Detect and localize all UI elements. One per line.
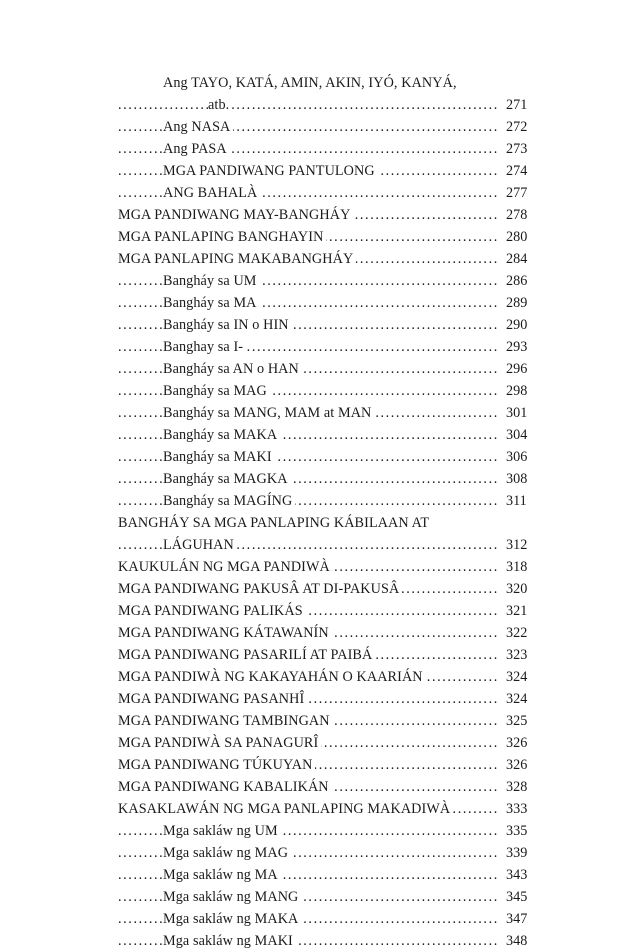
- toc-entry: [0, 864, 638, 886]
- toc-page-number: 277: [506, 185, 528, 201]
- toc-entry-title: Mga sakláw ng MAKA: [163, 908, 301, 930]
- toc-entry-title: MGA PANLAPING BANGHAYIN: [118, 226, 326, 248]
- toc-entry-title: Bangháy sa MANG, MAM at MAN: [163, 402, 374, 424]
- toc-entry-title: Mga sakláw ng MA: [163, 864, 281, 886]
- toc-entry-title: MGA PANDIWANG KABALIKÁN: [118, 776, 332, 798]
- toc-entry: [0, 930, 638, 952]
- toc-page-number: 318: [506, 559, 528, 575]
- toc-entry: [0, 116, 638, 138]
- toc-entry-title: Ang TAYO, KATÁ, AMIN, AKIN, IYÓ, KANYÁ,: [163, 72, 460, 94]
- toc-entry: [0, 908, 638, 930]
- toc-page-number: 293: [506, 339, 528, 355]
- toc-entry: [0, 160, 638, 182]
- toc-entry-title: Bangháy sa IN o HIN: [163, 314, 292, 336]
- toc-entry-title: MGA PANDIWANG KÁTAWANÍN: [118, 622, 332, 644]
- toc-page-number: 323: [506, 647, 528, 663]
- toc-entry: [0, 732, 638, 754]
- toc-page-number: 271: [506, 97, 528, 113]
- toc-entry: [0, 556, 638, 578]
- toc-entry: [0, 270, 638, 292]
- toc-page-number: 301: [506, 405, 528, 421]
- toc-entry-title: MGA PANDIWANG TÚKUYAN: [118, 754, 315, 776]
- toc-entry-title: ANG BAHALÀ: [163, 182, 260, 204]
- toc-entry: [0, 798, 638, 820]
- toc-entry-title: Bangháy sa MAGKA: [163, 468, 291, 490]
- toc-page-number: 328: [506, 779, 528, 795]
- toc-page-number: 326: [506, 735, 528, 751]
- toc-entry-title: Bangháy sa AN o HAN: [163, 358, 302, 380]
- toc-page-number: 272: [506, 119, 528, 135]
- toc-entry: [0, 446, 638, 468]
- toc-entry: [0, 776, 638, 798]
- toc-entry-title: MGA PANDIWANG MAY-BANGHÁY: [118, 204, 353, 226]
- toc-entry-title: MGA PANDIWANG PAKUSÂ AT DI-PAKUSÂ: [118, 578, 402, 600]
- toc-entry: [0, 292, 638, 314]
- toc-page-number: 320: [506, 581, 528, 597]
- toc-page-number: 296: [506, 361, 528, 377]
- toc-entry: [0, 820, 638, 842]
- toc-page-number: 335: [506, 823, 528, 839]
- toc-page-number: 278: [506, 207, 528, 223]
- toc-entry-title: MGA PANDIWANG PASANHÎ: [118, 688, 307, 710]
- toc-entry: [0, 72, 638, 94]
- toc-entry: [0, 402, 638, 424]
- toc-entry: [0, 710, 638, 732]
- toc-page-number: 345: [506, 889, 528, 905]
- toc-entry-title: KAUKULÁN NG MGA PANDIWÀ: [118, 556, 333, 578]
- toc-entry: [0, 248, 638, 270]
- toc-page-number: 348: [506, 933, 528, 949]
- toc-page-number: 311: [506, 493, 527, 509]
- toc-page-number: 289: [506, 295, 528, 311]
- toc-entry: [0, 138, 638, 160]
- toc-entry: [0, 534, 638, 556]
- toc-page-number: 333: [506, 801, 528, 817]
- toc-entry: [0, 490, 638, 512]
- toc-entry: [0, 754, 638, 776]
- toc-entry-title: LÁGUHAN: [163, 534, 237, 556]
- toc-entry: [0, 512, 638, 534]
- toc-entry: [0, 578, 638, 600]
- toc-entry-title: MGA PANDIWÀ NG KAKAYAHÁN O KAARIÁN: [118, 666, 426, 688]
- toc-entry: [0, 358, 638, 380]
- toc-entry-title: KASAKLAWÁN NG MGA PANLAPING MAKADIWÀ: [118, 798, 453, 820]
- toc-page-number: 312: [506, 537, 528, 553]
- toc-page-number: 347: [506, 911, 528, 927]
- toc-entry: [0, 622, 638, 644]
- toc-entry-title: Ang NASA: [163, 116, 233, 138]
- toc-page-number: 324: [506, 691, 528, 707]
- toc-entry: [0, 380, 638, 402]
- toc-entry-title: Bangháy sa MAKI: [163, 446, 275, 468]
- toc-entry-title: Bangháy sa UM: [163, 270, 260, 292]
- toc-page-number: 308: [506, 471, 528, 487]
- toc-entry-title: Mga sakláw ng MANG: [163, 886, 301, 908]
- toc-entry-title: Bangháy sa MAGÍNG: [163, 490, 295, 512]
- toc-page-number: 280: [506, 229, 528, 245]
- toc-entry: [0, 336, 638, 358]
- toc-entry-title: Ang PASA: [163, 138, 230, 160]
- toc-page-number: 304: [506, 427, 528, 443]
- dot-leader: [118, 94, 497, 116]
- toc-entry-title: MGA PANDIWANG PALIKÁS: [118, 600, 306, 622]
- toc-entry-title: atb.: [208, 94, 232, 116]
- toc-entry: [0, 226, 638, 248]
- toc-entry: [0, 688, 638, 710]
- toc-page-number: 322: [506, 625, 528, 641]
- toc-entry-title: MGA PANDIWÀ SA PANAGURÎ: [118, 732, 321, 754]
- toc-page-number: 298: [506, 383, 528, 399]
- toc-entry-title: Mga sakláw ng MAKI: [163, 930, 296, 952]
- toc-page-number: 339: [506, 845, 528, 861]
- toc-page-number: 343: [506, 867, 528, 883]
- toc-entry: [0, 666, 638, 688]
- toc-entry-title: BANGHÁY SA MGA PANLAPING KÁBILAAN AT: [118, 512, 432, 534]
- toc-entry: [0, 424, 638, 446]
- toc-page-number: 306: [506, 449, 528, 465]
- toc-page-number: 273: [506, 141, 528, 157]
- toc-entry-title: Banghay sa I-: [163, 336, 246, 358]
- toc-page-number: 324: [506, 669, 528, 685]
- toc-entry-title: MGA PANDIWANG TAMBINGAN: [118, 710, 333, 732]
- toc-entry-title: MGA PANLAPING MAKABANGHÁY: [118, 248, 356, 270]
- toc-page-number: 326: [506, 757, 528, 773]
- toc-entry-title: Mga sakláw ng MAG: [163, 842, 291, 864]
- toc-entry: [0, 644, 638, 666]
- toc-entry: [0, 468, 638, 490]
- toc-entry: [0, 842, 638, 864]
- toc-entry: [0, 314, 638, 336]
- toc-entry: [0, 94, 638, 116]
- toc-entry-title: Bangháy sa MAKA: [163, 424, 280, 446]
- toc-entry-title: MGA PANDIWANG PASARILÍ AT PAIBÁ: [118, 644, 375, 666]
- toc-page-number: 321: [506, 603, 528, 619]
- toc-entry: [0, 886, 638, 908]
- toc-page-number: 325: [506, 713, 528, 729]
- table-of-contents: [0, 72, 638, 952]
- toc-entry-title: Bangháy sa MA: [163, 292, 260, 314]
- toc-page-number: 286: [506, 273, 528, 289]
- toc-entry-title: Bangháy sa MAG: [163, 380, 270, 402]
- toc-page-number: 274: [506, 163, 528, 179]
- toc-entry: [0, 600, 638, 622]
- toc-page-number: 290: [506, 317, 528, 333]
- toc-entry: [0, 182, 638, 204]
- toc-entry-title: Mga sakláw ng UM: [163, 820, 281, 842]
- toc-page-number: 284: [506, 251, 528, 267]
- toc-entry-title: MGA PANDIWANG PANTULONG: [163, 160, 378, 182]
- toc-entry: [0, 204, 638, 226]
